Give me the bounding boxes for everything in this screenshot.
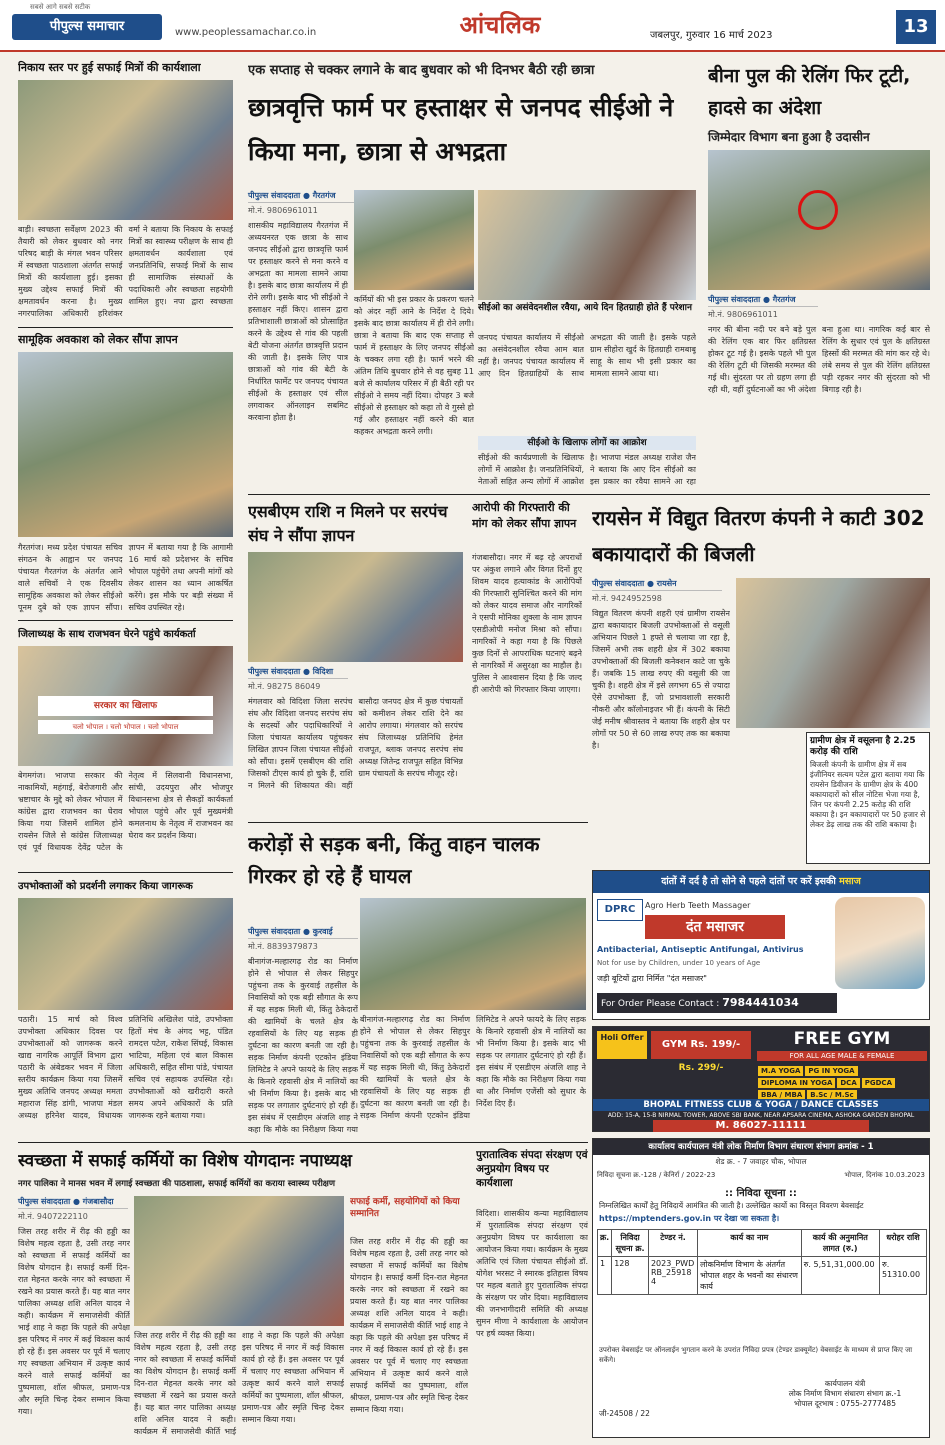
gym-price-2: Rs. 299/- [678, 1063, 724, 1073]
story7-photo [248, 552, 463, 662]
byline-name: पीपुल्स संवाददाता [248, 667, 301, 676]
course-tag: B.Sc / M.Sc [807, 1090, 856, 1100]
column-header: टेण्डर नं. [648, 1230, 697, 1257]
story8-body: गंजबासौदा। नगर में बढ़ रहे अपराधों पर अंकुश लगाने और विगत दिनों हुए शिवम यादव हत्याकांड के आरोपियों की गिरफ्तारी सुनिश्चित करने की मांग को लेकर यादव समाज और नागरिकों ने एसपी मोनिका शुक्ला के नाम ज्ञापन एसडीओपी मनोज मिश्रा को सौंपा। नागरिकों ने कहा गया है कि पिछले कुछ दिनों से आपराधिक घटनाएं बढ़ने से नागरिकों में असुरक्षा का माहौल है। पुलिस ने आश्वासन दिया है कि जल्द ही आरोपी को गिरफ्तार किया जाएगा। [472, 553, 582, 694]
story2-photo [18, 352, 233, 537]
divider [248, 494, 930, 495]
story5-mobile: मो.नं. 9806961011 [248, 206, 318, 215]
tender-notice [592, 1138, 930, 1438]
sidebar-title: ग्रामीण क्षेत्र में वसूलना है 2.25 करोड़ की राशि [810, 736, 916, 757]
story5-photo-office [478, 190, 696, 300]
story9-body: विद्युत वितरण कंपनी शहरी एवं ग्रामीण रायसेन द्वारा बकायादार बिजली उपभोक्ताओं से वसूली अभियान पिछले 1 हफ्ते से चलाया जा रहा है, जिसमें अभी तक शहरी क्षेत्र में 302 बकाया उपभोक्ताओं की बिजली कनेक्शन काटे जा चुके हैं। जबकि 15 लाख रुपए की वसूली की जा चुकी है। शहरी क्षेत्र में इसे लगभग 65 से ज्यादा ऐसे उपभोक्ता हैं, जो प्रभावशाली सरकारी नौकरी और कॉलोनाइजर भी हैं। कंपनी के सिटी जेई मनीष श्रीवास्तव ने बताया कि शहरी क्षेत्र पर लोगों पर 50 से 60 लाख रुपए तक का बकाया है। [592, 609, 730, 750]
for-all-ages: FOR ALL AGE MALE & FEMALE [757, 1051, 927, 1061]
story11-body-cont2: जिस तरह शरीर में रीढ़ की हड्डी का विशेष महत्व रहता है, उसी तरह नगर को स्वच्छता में सफाई कर्मियों का विशेष योगदान है। सफाई कर्मी दिन-रात मेहनत करके नगर को स्वच्छता में रखने का प्रयास करते हैं। यह बात नगर पालिका अध्यक्ष शशि अनिल यादव ने कही। कार्यक्रम में समाजसेवी कीर्ति भाई शाह ने कहा कि पहले की अपेक्षा इस परिषद में नगर में कई विकास कार्य हो रहे हैं। इस अवसर पर पूर्व में चलाए गए स्वच्छता अभियान में उत्कृष्ट कार्य करने वाले सफाई कर्मियों का पुष्पमाला, शॉल श्रीफल, प्रमाण-पत्र और स्मृति चिन्ह देकर सम्मान किया गया। [350, 1237, 468, 1414]
column-header: कार्य की अनुमानित लागत (रु.) [801, 1230, 879, 1257]
story3-headline: जिलाध्यक्ष के साथ राजभवन घेरने पहुंचे कार्यकर्ता [18, 629, 196, 640]
course-tag: DCA [837, 1078, 859, 1088]
course-tag: BBA / MBA [758, 1090, 805, 1100]
course-tag: PGDCA [862, 1078, 895, 1088]
tender-header: कार्यालय कार्यपालन यंत्री लोक निर्माण विभाग संधारण संभाग क्रमांक - 1 [593, 1139, 929, 1155]
story5-photo-student [354, 190, 474, 290]
story2-headline: सामूहिक अवकाश को लेकर सौंपा ज्ञापन [18, 333, 178, 346]
page-number: 13 [896, 10, 936, 44]
tender-table [597, 1229, 927, 1295]
story11-headline: स्वच्छता में सफाई कर्मियों का विशेष योगदानः नपाध्यक्ष [18, 1151, 352, 1171]
protest-banner: सरकार का खिलाफ [38, 696, 213, 716]
story10-headline: करोड़ों से सड़क बनी, किंतु वाहन चालक गिरकर हो रहे हैं घायल [248, 832, 540, 888]
free-gym: FREE GYM [793, 1029, 891, 1049]
story5-deck: एक सप्ताह से चक्कर लगाने के बाद बुधवार को भी दिनभर बैठी रही छात्रा [248, 63, 595, 78]
teeth-ad-banner [593, 871, 929, 893]
story6-subhead: जिम्मेदार विभाग बना हुआ है उदासीन [708, 130, 870, 144]
product-hi: दंत मसाजर [645, 915, 785, 939]
tender-ref: जी-24508 / 22 [599, 1409, 650, 1418]
story1-headline: निकाय स्तर पर हुई सफाई मित्रों की कार्यशाला [18, 61, 201, 74]
gym-phone[interactable]: M. 86027-11111 [653, 1120, 869, 1132]
byline-place: गैरतगंज [772, 295, 796, 304]
signature-line: लोक निर्माण विभाग संधारण संभाग क्र.-1 [788, 1389, 902, 1398]
story6-byline: पीपुल्स संवाददाता ● गैरतगंज [708, 294, 818, 307]
course-tag: M.A YOGA [758, 1066, 803, 1076]
story5-body-b: कर्मियों की भी इस प्रकार के प्रकरण चलने को अंदर नहीं आने के निर्देश दे दिये। इसके बाद छात्रा कार्यालय में ही रोने लगी। छात्रा ने बताया कि बाद एक सप्ताह से फार्म में हस्ताक्षर के लिए जनपद सीईओ के चक्कर लगा रही है। फार्म भरने की अंतिम तिथि बुधवार होने से वह सुबह 11 बजे से कार्यालय परिसर में ही बैठी रही पर सीईओ ने समय नहीं दिया। दोपहर 3 बजे सीईओ से हस्ताक्षर को कहा तो वे गुस्से हो गई और हस्ताक्षर नहीं करने की बात कहकर अभद्रता करने लगी। [354, 295, 474, 436]
column-header: निविदा सूचना क्र. [612, 1230, 649, 1257]
story9-body-cont [736, 732, 802, 864]
gym-price: GYM Rs. 199/- [651, 1031, 751, 1059]
story11-body: जिस तरह शरीर में रीढ़ की हड्डी का विशेष महत्व रहता है, उसी तरह नगर को स्वच्छता में सफाई कर्मियों का विशेष योगदान है। सफाई कर्मी दिन-रात मेहनत करके नगर को स्वच्छता में रखने का प्रयास करते हैं। यह बात नगर पालिका अध्यक्ष शशि अनिल यादव ने कही। कार्यक्रम में समाजसेवी कीर्ति भाई शाह ने कहा कि पहले की अपेक्षा इस परिषद में नगर में कई विकास कार्य हो रहे हैं। इस अवसर पर पूर्व में चलाए गए स्वच्छता अभियान में उत्कृष्ट कार्य करने वाले सफाई कर्मियों का पुष्पमाला, शॉल श्रीफल, प्रमाण-पत्र और स्मृति चिन्ह देकर सम्मान किया गया। [18, 1227, 130, 1416]
story7-byline: पीपुल्स संवाददाता ● विदिशा [248, 666, 348, 679]
signature-line: कार्यपालन यंत्री [824, 1379, 866, 1388]
table-cell: लोकनिर्माण विभाग के अंतर्गत भोपाल शहर के भवनों का संधारण कार्य [698, 1257, 802, 1295]
story6-headline: बीना पुल की रेलिंग फिर टूटी, हादसे का अंदेशा [708, 65, 911, 119]
story4-headline: उपभोक्ताओं को प्रदर्शनी लगाकर किया जागरूक [18, 881, 193, 892]
highlight-circle [798, 190, 838, 230]
byline-name: पीपुल्स संवाददाता [248, 191, 301, 200]
table-cell: 128 [612, 1257, 649, 1295]
website-url[interactable]: www.peoplessamachar.co.in [175, 27, 317, 38]
byline-place: विदिशा [312, 667, 334, 676]
holi-offer: Holi Offer [597, 1031, 647, 1059]
divider [18, 327, 233, 328]
story10-body-cont: बीनागंज-मल्हारगढ़ रोड का निर्माण होने से भोपाल से लेकर सिहपुर पहुंचना तक के कुरवाई तहसील के निवासियों को एक बड़ी सौगात के रूप में यह सड़क मिली थी, किंतु ठेकेदारों की खामियों के चलते क्षेत्र के रहवासियों के लिए यह सड़क ही दुर्घटना का कारण बनती जा रही है। सड़क निर्माण कंपनी एटकोन इंडिया लिमिटेड ने अपने फायदे के लिए सड़क के किनारे रहवासी क्षेत्र में नालियों का भी निर्माण किया है। इसके बाद भी सड़क पर लगातार दुर्घटनाएं हो रही हैं। इस संबंध में एसडीएम अंजलि शाह ने कहा कि मौके का निरीक्षण किया गया था और निर्माण एजेंसी को सुधार के निर्देश दिए हैं। [360, 1015, 586, 1120]
issue-date: जबलपुर, गुरुवार 16 मार्च 2023 [650, 30, 773, 41]
story9-mobile: मो.नं. 9424952598 [592, 594, 662, 603]
story9-photo-lineman [736, 578, 930, 728]
divider [248, 822, 588, 823]
story5-subhead: सीईओ के खिलाफ लोगों का आक्रोश [478, 436, 696, 450]
byline-name: पीपुल्स संवाददाता [592, 579, 645, 588]
byline-name: पीपुल्स संवाददाता [248, 927, 301, 936]
column-header: क्र. [598, 1230, 612, 1257]
story9-sidebar [806, 732, 930, 864]
story12-headline: पुरातात्विक संपदा संरक्षण एवं अनुप्रयोग विषय पर कार्यशाला [476, 1149, 588, 1189]
story4-photo [18, 898, 233, 1010]
byline-place: गंजबासौदा [82, 1197, 114, 1206]
story7-mobile: मो.नं. 98275 86049 [248, 682, 321, 691]
banner-accent: मसाज [839, 876, 861, 887]
tender-title: :: निविदा सूचना :: [725, 1188, 797, 1199]
divider [18, 872, 233, 873]
story7-headline: एसबीएम राशि न मिलने पर सरपंच संघ ने सौंपा ज्ञापन [248, 502, 448, 545]
course-tag: PG IN YOGA [805, 1066, 857, 1076]
story5-headline: छात्रवृत्ति फार्म पर हस्ताक्षर से जनपद सीईओ ने किया मना, छात्रा से अभद्रता [248, 93, 674, 166]
teeth-ad[interactable] [592, 870, 930, 1020]
story11-byline: पीपुल्स संवाददाता ● गंजबासौदा [18, 1196, 128, 1209]
tender-footer: उपरोक्त वेबसाईट पर ऑनलाईन भुगतान करने के उपरांत निविदा प्रपत्र (टेण्डर डाक्यूमेंट) वेबसाईट के माध्यम से प्राप्त किए जा सकेंगे। [599, 1346, 913, 1364]
story7-body: मंगलवार को विदिशा जिला सरपंच संघ और विदिशा जनपद सरपंच संघ के सदस्यों और पदाधिकारियों ने जिला पंचायत कार्यालय पहुंचकर लिखित ज्ञापन जिला पंचायत सीईओ को सौंपा। इसमें एसबीएम की राशि जिसको टीएस कार्य हो चुके हैं, राशि न मिलने की शिकायत की। वहीं बासौदा जनपद क्षेत्र में कुछ पंचायतों को कमीशन लेकर राशि देने का आरोप लगाया। मंगलवार को सरपंच संघ जिलाध्यक्ष प्रतिनिधि हेमंत राजपूत, ब्लाक जनपद सरपंच संघ अध्यक्ष जितेन्द्र राजपूत सहित विभिन्न ग्राम पंचायतों के सरपंच मौजूद रहे। [248, 697, 463, 790]
story9-headline: रायसेन में विद्युत वितरण कंपनी ने काटी 302 बकायादारों की बिजली [592, 506, 925, 566]
byline-place: रायसेन [656, 579, 677, 588]
sidebar-body: बिजली कंपनी के ग्रामीण क्षेत्र में सब इंजीनियर सत्यम पटेल द्वारा बताया गया कि रायसेन डिवीजन के ग्रामीण क्षेत्र के 400 बकायादारों को सील नोटिस भेजा गया है, जिन पर कंपनी 2.25 करोड़ की राशि बकाया है। इन बकायादारों पर 50 हजार से लेकर डेढ़ लाख तक की राशि बकाया है। [810, 760, 926, 829]
byline-name: पीपुल्स संवाददाता [18, 1197, 71, 1206]
section-title: आंचलिक [459, 11, 541, 39]
story8-headline: आरोपी की गिरफ्तारी की मांग को लेकर सौंपा ज्ञापन [472, 501, 577, 530]
tender-website[interactable]: https://mptenders.gov.in पर देखा जा सकता है। [599, 1214, 780, 1223]
product-maker: जड़ी बूटियों द्वारा निर्मित "दंत मसाजर" [597, 974, 707, 983]
story5-byline: पीपुल्स संवाददाता ● गैरतगंज [248, 190, 463, 203]
masthead-tagline: सबसे आगे सबसे सटीक [30, 3, 91, 11]
story3-body: बेगमगंज। भाजपा सरकार की नाकामियों, महंगाई, बेरोजगारी और भ्रष्टाचार के मुद्दे को लेकर भोपाल में कांग्रेस द्वारा राजभवन का घेराव किया गया जिसमें शामिल होने रायसेन जिले से कांग्रेस जिलाध्यक्ष एवं पूर्व विधायक देवेंद्र पटेल के नेतृत्व में सिलवानी विधानसभा, सांची, उदयपुरा और भोजपुर विधानसभा क्षेत्र से सैकड़ों कार्यकर्ता भोपाल पहुंचे और पूर्व मुख्यमंत्री कमलनाथ के नेतृत्व में राजभवन का घेराव कर प्रदर्शन किया। [18, 771, 233, 852]
story11-subhead: सफाई कर्मी, सहयोगियों को किया सम्मानित [350, 1197, 460, 1219]
product-en: Agro Herb Teeth Massager [645, 901, 751, 910]
table-cell: 1 [598, 1257, 612, 1295]
story11-body-cont: जिस तरह शरीर में रीढ़ की हड्डी का विशेष महत्व रहता है, उसी तरह नगर को स्वच्छता में सफाई कर्मियों का विशेष योगदान है। सफाई कर्मी दिन-रात मेहनत करके नगर को स्वच्छता में रखने का प्रयास करते हैं। यह बात नगर पालिका अध्यक्ष शशि अनिल यादव ने कही। कार्यक्रम में समाजसेवी कीर्ति भाई शाह ने कहा कि पहले की अपेक्षा इस परिषद में नगर में कई विकास कार्य हो रहे हैं। इस अवसर पर पूर्व में चलाए गए स्वच्छता अभियान में उत्कृष्ट कार्य करने वाले सफाई कर्मियों का पुष्पमाला, शॉल श्रीफल, प्रमाण-पत्र और स्मृति चिन्ह देकर सम्मान किया गया। [134, 1331, 344, 1436]
story10-body: बीनागंज-मल्हारगढ़ रोड का निर्माण होने से भोपाल से लेकर सिहपुर पहुंचना तक के कुरवाई तहसील के निवासियों को एक बड़ी सौगात के रूप में यह सड़क मिली थी, किंतु ठेकेदारों की खामियों के चलते क्षेत्र के रहवासियों के लिए यह सड़क ही दुर्घटना का कारण बनती जा रही है। सड़क निर्माण कंपनी एटकोन इंडिया लिमिटेड ने अपने फायदे के लिए सड़क के किनारे रहवासी क्षेत्र में नालियों का भी निर्माण किया है। इसके बाद भी सड़क पर लगातार दुर्घटनाएं हो रही हैं। इस संबंध में एसडीएम अंजलि शाह ने कहा कि मौके का निरीक्षण किया गया [248, 957, 358, 1134]
order-strip[interactable] [597, 993, 837, 1013]
byline-place: गैरतगंज [312, 191, 336, 200]
table-cell: 2023_PWDRB_259184 [648, 1257, 697, 1295]
gym-ad[interactable] [592, 1026, 930, 1132]
story12-body: विदिशा। शासकीय कन्या महाविद्यालय में पुरातात्विक संपदा संरक्षण एवं अनुप्रयोग विषय पर कार्यशाला का आयोजन किया गया। कार्यक्रम के मुख्य अतिथि एवं जिला पंचायत सीईओ डॉ. योगेश भरसट ने स्मारक इतिहास विषय पर महत्व बताते हुए पुरातात्विक संपदा के संरक्षण पर जोर दिया। महाविद्यालय की जनभागीदारी समिति की अध्यक्ष सुमन मीणा ने कार्यशाला के आयोजन पर हर्ष व्यक्त किया। [476, 1209, 588, 1338]
order-label: For Order Please Contact : [601, 999, 720, 1009]
tender-date: भोपाल, दिनांक 10.03.2023 [844, 1171, 925, 1179]
story5-body-c: जनपद पंचायत कार्यालय में सीईओ का असंवेदनशील रवैया आम बात नहीं है। जनपद पंचायत कार्यालय में आए दिन हितग्राहियों के साथ अभद्रता की जाती है। इसके पहले ग्राम सीहोरा खुर्द के हितग्राही रामबाबू साहू के साथ भी इसी प्रकार का मामला सामने आया था। [478, 333, 696, 378]
table-header-row [598, 1230, 927, 1257]
column-header: कार्य का नाम [698, 1230, 802, 1257]
story4-body: पठारी। 15 मार्च को विश्व उपभोक्ता अधिकार दिवस पर उपभोक्ताओं को जागरूक करने खाद्य नागरिक आपूर्ति विभाग द्वारा पठारी के अंबेडकर भवन में जिला स्तरीय कार्यक्रम किया गया जिसमें मुख्य अतिथि जनपद अध्यक्ष ममता महाराज सिंह डांगी, भाजपा मंडल अध्यक्ष हरिनेश यादव, विधायक प्रतिनिधि अखिलेश पांडे, उपभोक्ता हितों मंच के अंगद भट्ट, पंडित रामदत्त पटेल, राकेश सिंघई, विकास भाटिया, महिला एवं बाल विकास अधिकारी, सहित सीमा पांडे, पंचायत सचिव एवं सहायक उपस्थित रहे। उपभोक्ताओं को खरीदारी करते समय अपने अधिकारों के प्रति जागरूक रहने बताया गया। [18, 1015, 233, 1120]
story5-body-a: शासकीय महाविद्यालय गैरतगंज में अध्ययनरत एक छात्रा के साथ जनपद सीईओ द्वारा छात्रवृत्ति फार्म पर हस्ताक्षर करने से मना करने व अभद्रता का मामला सामने आया है। इसके बाद छात्रा कार्यालय में ही रोने लगी। इसके बाद भी सीईओ ने हस्ताक्षर नहीं किए। शासन द्वारा प्रतिभाशाली छात्राओं को प्रोत्साहित करने के उद्देश्य से गांव की पहली बेटी योजना अंतर्गत छात्रवृत्ति प्रदान की जाती है। इसके लिए पात्र छात्राओं को गांव की बेटी के निर्धारित फार्मेट पर जनपद पंचायत सीईओ के हस्ताक्षर एवं सील लगवाकर ऑनलाइन सबमिट करवाना होता है। [248, 221, 348, 422]
table-cell: रु. 5,51,31,000.00 [801, 1257, 879, 1295]
story6-body: नगर की बीना नदी पर बने बड़े पुल की रेलिंग एक बार फिर क्षतिग्रस्त होकर टूट गई है। इसके पहले भी पुल की रेलिंग टूटी थी जिसकी मरम्मत की गई थी। सुंदरता पर तो ग्रहण लगा ही रही थी, वहीं दुर्घटनाओं का भी अंदेशा बना हुआ था। नागरिक कई बार से रेलिंग के सुधार एवं पुल के क्षतिग्रस्त हिस्सों की मरम्मत की मांग कर रहे थे। लंबे समय से पुल की रेलिंग क्षतिग्रस्त पड़ी रहकर नगर की सुंदरता को भी बिगाड़ रही है। [708, 325, 930, 394]
story3-photo [18, 646, 233, 766]
dprc-logo: DPRC [597, 899, 643, 921]
story6-mobile: मो.नं. 9806961011 [708, 310, 778, 319]
product-note: Not for use by Children, under 10 years of Age [597, 959, 761, 967]
byline-place: कुरवाई [312, 927, 333, 936]
story1-body: बाड़ी। स्वच्छता सर्वेक्षण 2023 की तैयारी को लेकर बुधवार को नगर परिषद बाड़ी के मंगल भवन परिसर में स्वच्छता पाठशाला अंतर्गत सफाई मित्रों की कार्यशाला हुई। इसका मुख्य उद्देश्य सफाई मित्रों की क्षमतावर्धन करना है। मुख्य नगरपालिका अधिकारी हरिशंकर वर्मा ने बताया कि निकाय के सफाई मित्रों का स्वास्थ्य परीक्षण के साथ ही क्षमतावर्धन कार्यशाला एवं जनप्रतिनिधि, सफाई मित्रों के साथ ही सामाजिक संस्थाओं के पदाधिकारी और स्वच्छता सहयोगी शामिल हुए। नपा द्वारा स्वच्छता [18, 225, 233, 318]
divider [18, 620, 233, 621]
tender-signature [763, 1379, 927, 1409]
tender-number: निविदा सूचना क्र.-128 / केनिर्रा / 2022-23 [597, 1171, 716, 1179]
tender-address: शेड क्र. - 7 जवाहर चौक, भोपाल [715, 1157, 807, 1166]
gym-name: BHOPAL FITNESS CLUB & YOGA / DANCE CLASSES [593, 1099, 929, 1111]
tender-intro: निम्नलिखित कार्यों हेतु निविदायें आमंत्रित की जाती है। उल्लेखित कार्यो का विस्तृत विवरण बेवसाईट [599, 1201, 864, 1210]
table-cell: रु. 51310.00 [879, 1257, 926, 1295]
course-tag: DIPLOMA IN YOGA [758, 1078, 835, 1088]
story2-body: गैरतगंज। मध्य प्रदेश पंचायत सचिव संगठन के आह्वान पर जनपद पंचायत गैरतगंज के अंतर्गत आने वाले सचिवों ने एक दिवसीय सामूहिक अवकाश को लेकर सीईओ पूनम दुबे को एक ज्ञापन सौंपा। ज्ञापन में बताया गया है कि आगामी 16 मार्च को प्रदेशभर के सचिव भोपाल पहुंचेंगे तथा अपनी मांगों को लेकर शासन का ध्यान आकर्षित करेंगे। इस मौके पर बड़ी संख्या में सचिव उपस्थित रहे। [18, 543, 233, 612]
divider [18, 1142, 588, 1143]
protest-banner-slogan: चलो भोपाल । चलो भोपाल । चलो भोपाल [38, 720, 213, 734]
table-row [598, 1257, 927, 1295]
story6-photo-bridge [708, 150, 930, 290]
signature-line: भोपाल दूरभाष : 0755-2777485 [794, 1399, 896, 1408]
story10-mobile: मो.नं. 8839379873 [248, 942, 318, 951]
tender-table-wrap [597, 1229, 927, 1295]
newspaper-logo[interactable]: पीपुल्स समाचार [12, 14, 162, 40]
order-phone[interactable]: 7984441034 [722, 996, 799, 1009]
banner-text: दांतों में दर्द है तो सोने से पहले दांतों पर करें इसकी [661, 876, 836, 887]
gym-address: ADD: 15-A, 15-B NIRMAL TOWER, ABOVE SBI BANK, NEAR APSARA CINEMA, ASHOKA GARDEN BHOPAL [607, 1112, 915, 1119]
story11-photo [134, 1196, 344, 1326]
product-features: Antibacterial, Antiseptic Antifungal, Antivirus [597, 945, 804, 954]
column-header: धरोहर राशि [879, 1230, 926, 1257]
story11-deck: नगर पालिका ने मानस भवन में लगाई स्वच्छता की पाठशाला, सफाई कर्मियों का कराया स्वास्थ्य परीक्षण [18, 1179, 336, 1189]
story10-photo [360, 898, 586, 1010]
byline-name: पीपुल्स संवाददाता [708, 295, 761, 304]
story5-body-d: सीईओ की कार्यप्रणाली के खिलाफ लोगों में आक्रोश है। जनप्रतिनिधियों, नेताओं सहित अन्य लोगों में आक्रोश है। भाजपा मंडल अध्यक्ष राजेश जैन ने बताया कि आए दिन सीईओ का इस प्रकार का रवैया सामने आ रहा [478, 453, 696, 486]
story10-byline: पीपुल्स संवाददाता ● कुरवाई [248, 926, 358, 939]
story5-photo-caption: सीईओ का असंवेदनशील रवैया, आये दिन हितग्राही होते हैं परेशान [478, 303, 692, 313]
story1-photo [18, 80, 233, 220]
child-photo [835, 897, 925, 989]
story9-byline: पीपुल्स संवाददाता ● रायसेन [592, 578, 722, 591]
story11-mobile: मो.नं. 9407222110 [18, 1212, 88, 1221]
